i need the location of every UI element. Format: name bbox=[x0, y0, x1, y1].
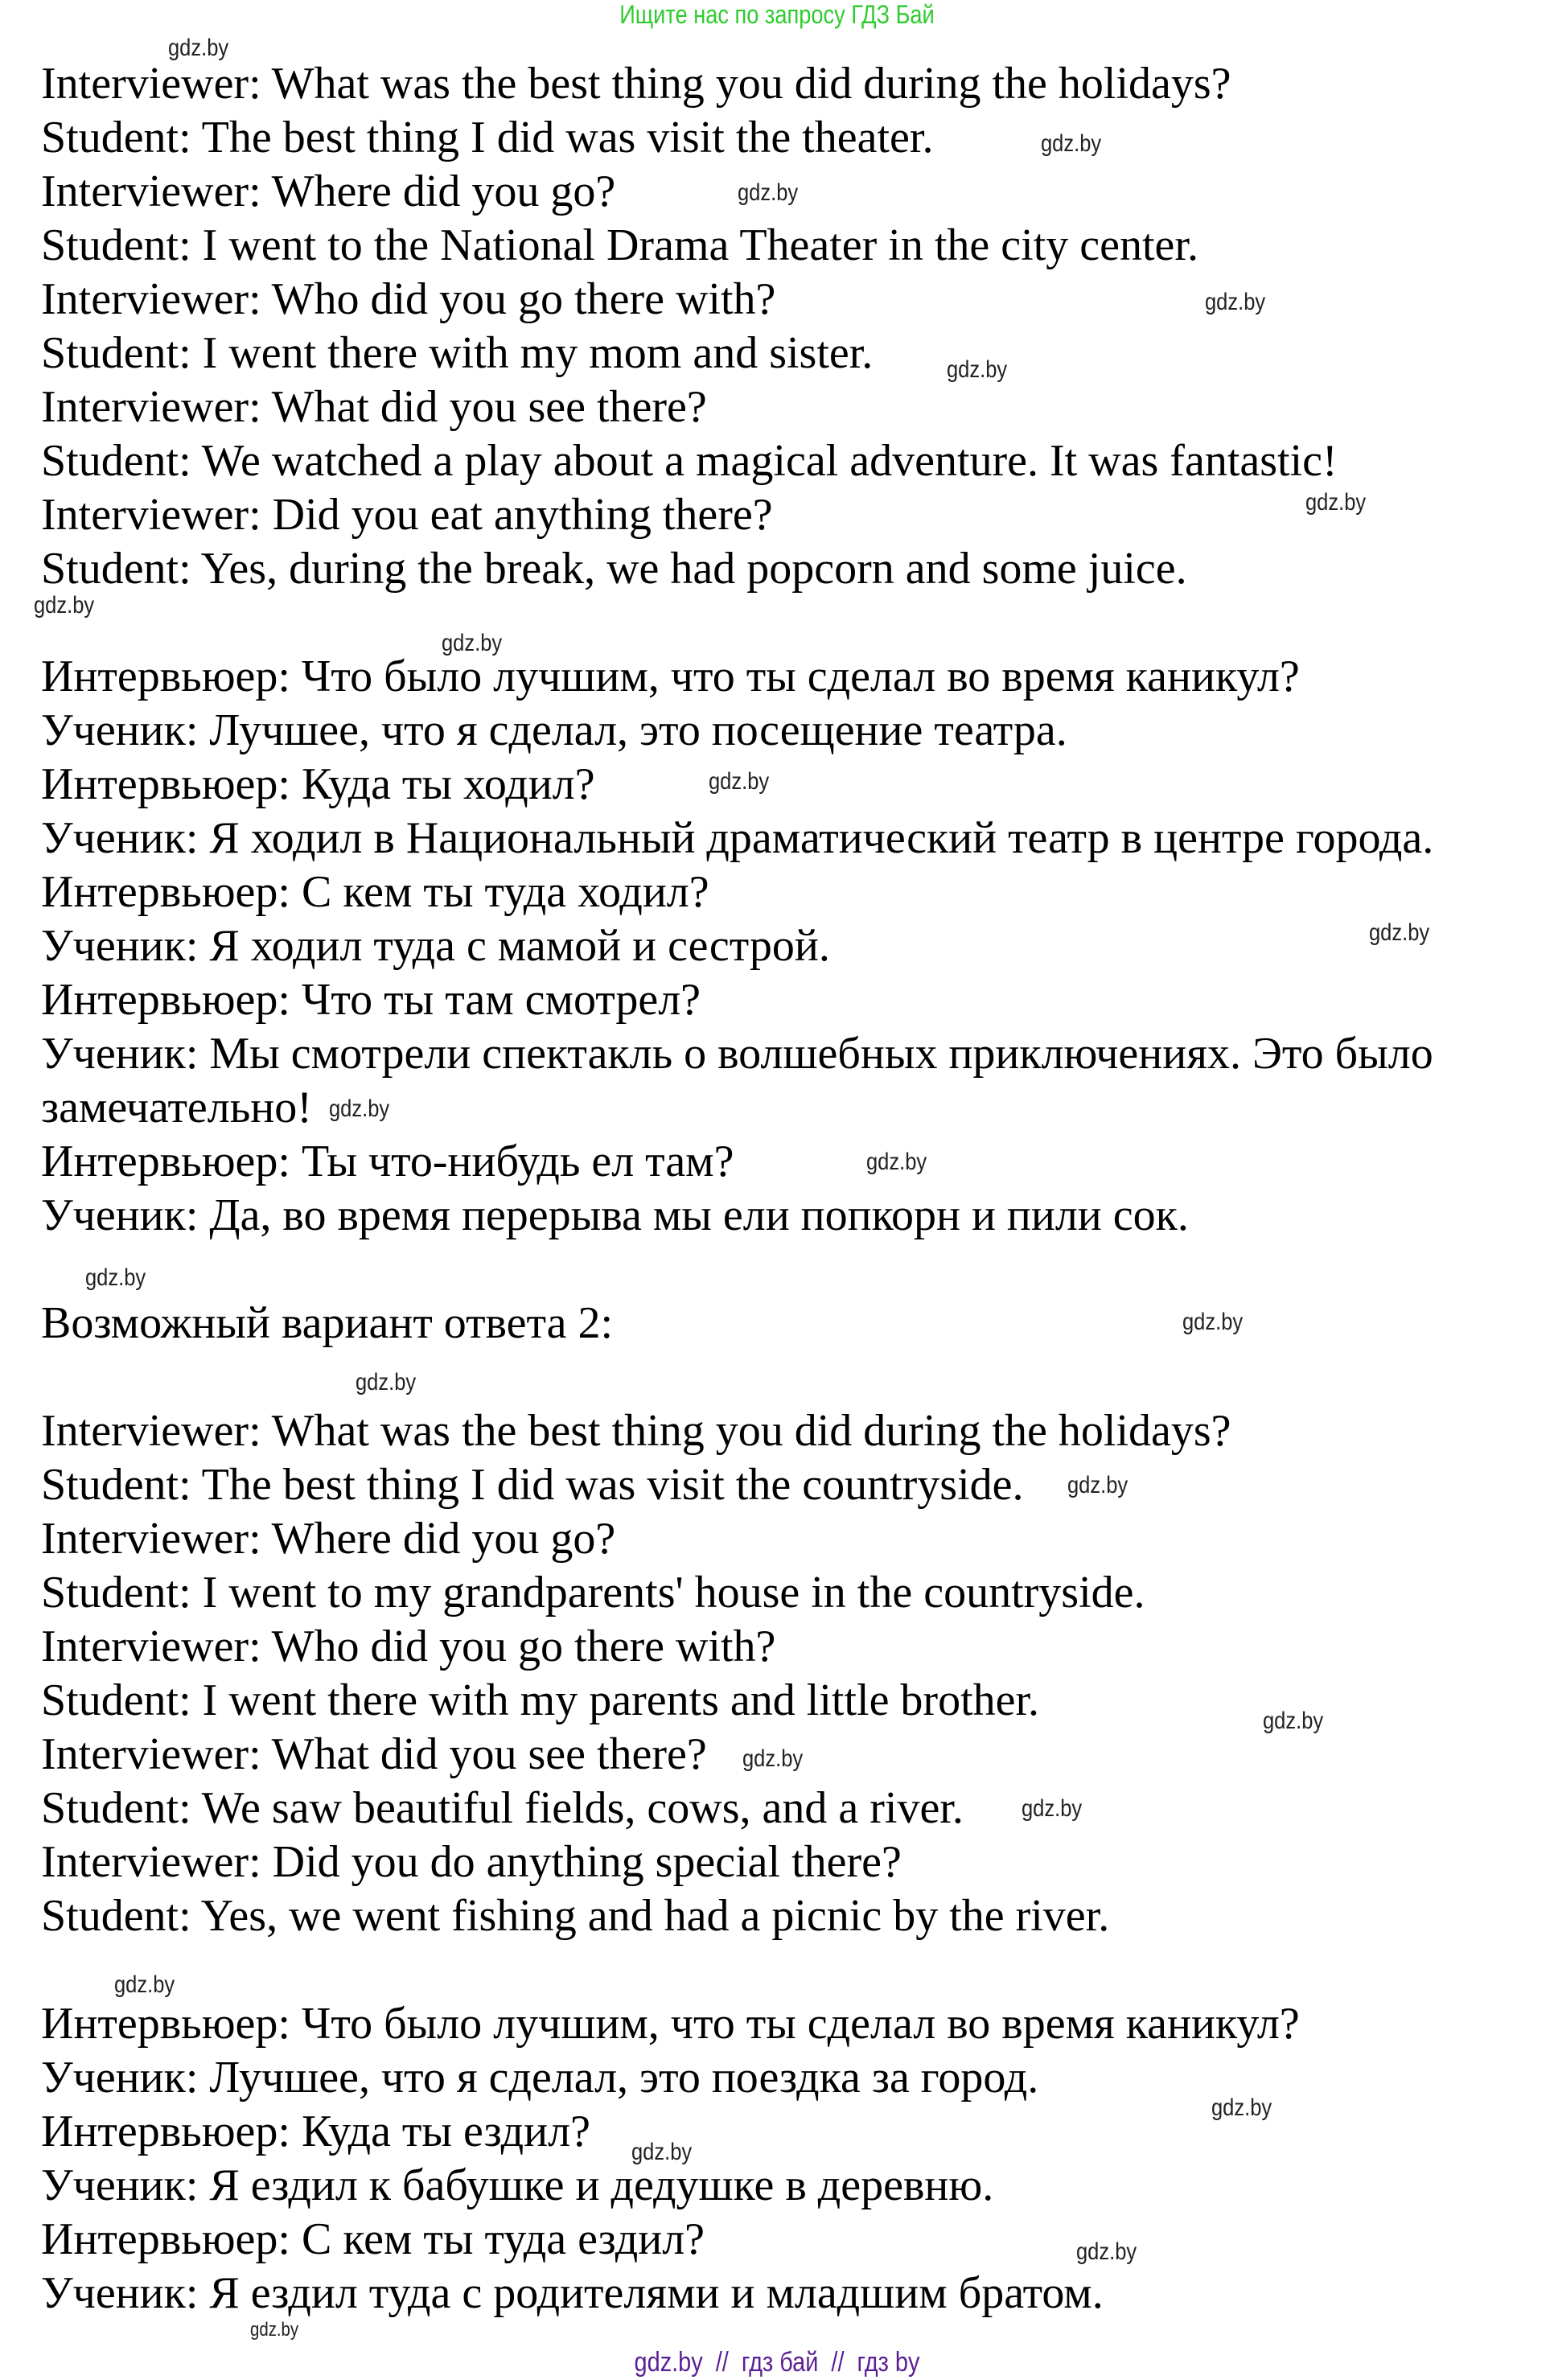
text-line: Интервьюер: Куда ты ездил? bbox=[41, 2107, 590, 2156]
text-line: Возможный вариант ответа 2: bbox=[41, 1298, 614, 1348]
text-line: Ученик: Я ходил туда с мамой и сестрой. bbox=[41, 921, 830, 971]
watermark: gdz.by bbox=[742, 1745, 804, 1772]
text-line: Interviewer: What did you see there? bbox=[41, 1729, 707, 1779]
watermark: gdz.by bbox=[329, 1095, 390, 1122]
watermark: gdz.by bbox=[1263, 1708, 1324, 1734]
text-line: Ученик: Я ездил туда с родителями и младшим братом. bbox=[41, 2268, 1104, 2318]
text-line: Interviewer: Who did you go there with? bbox=[41, 1622, 776, 1671]
text-line: Student: We saw beautiful fields, cows, and a river. bbox=[41, 1783, 964, 1833]
text-line: Интервьюер: Что было лучшим, что ты сделал во время каникул? bbox=[41, 1999, 1300, 2049]
watermark: gdz.by bbox=[738, 179, 799, 206]
watermark: gdz.by bbox=[442, 630, 503, 656]
watermark: gdz.by bbox=[168, 35, 229, 61]
blank-line bbox=[41, 1350, 1433, 1404]
watermark: gdz.by bbox=[85, 1264, 146, 1291]
text-line: Student: I went there with my mom and sister. bbox=[41, 328, 874, 378]
watermark: gdz.by bbox=[1211, 2094, 1272, 2121]
text-line: Student: We watched a play about a magical adventure. It was fantastic! bbox=[41, 436, 1338, 486]
text-line: Student: I went to the National Drama Theater in the city center. bbox=[41, 220, 1198, 270]
watermark: gdz.by bbox=[34, 592, 95, 619]
blank-line bbox=[41, 596, 1433, 650]
text-line: Ученик: Лучшее, что я сделал, это посещение театра. bbox=[41, 705, 1067, 755]
text-line: Интервьюер: С кем ты туда ходил? bbox=[41, 867, 709, 917]
text-line: Интервьюер: С кем ты туда ездил? bbox=[41, 2214, 705, 2264]
watermark: gdz.by bbox=[1041, 130, 1102, 157]
text-line: Interviewer: Who did you go there with? bbox=[41, 274, 776, 324]
watermark: gdz.by bbox=[1182, 1309, 1244, 1335]
blank-line bbox=[41, 1943, 1433, 1997]
search-hint-banner: Ищите нас по запросу ГДЗ Бай bbox=[619, 0, 935, 29]
text-line: Student: Yes, during the break, we had popcorn and some juice. bbox=[41, 544, 1187, 594]
text-line: Student: The best thing I did was visit the theater. bbox=[41, 113, 934, 162]
text-line: Student: I went there with my parents and little brother. bbox=[41, 1675, 1040, 1725]
text-line: Interviewer: What was the best thing you did during the holidays? bbox=[41, 1406, 1231, 1456]
text-line: Ученик: Мы смотрели спектакль о волшебных приключениях. Это было bbox=[41, 1029, 1433, 1079]
text-line: Student: I went to my grandparents' house in the countryside. bbox=[41, 1568, 1145, 1617]
watermark: gdz.by bbox=[709, 768, 770, 795]
dialogue-text bbox=[41, 57, 1433, 2320]
text-line: Student: The best thing I did was visit the countryside. bbox=[41, 1460, 1024, 1510]
text-line: Interviewer: What did you see there? bbox=[41, 382, 707, 432]
watermark: gdz.by bbox=[947, 356, 1008, 383]
watermark: gdz.by bbox=[631, 2139, 693, 2165]
text-line: Интервьюер: Куда ты ходил? bbox=[41, 759, 595, 809]
watermark: gdz.by bbox=[114, 1971, 175, 1998]
watermark: gdz.by bbox=[1067, 1472, 1128, 1498]
watermark: gdz.by bbox=[1205, 289, 1266, 315]
text-line: Ученик: Лучшее, что я сделал, это поездка за город. bbox=[41, 2053, 1039, 2103]
text-line: Interviewer: Where did you go? bbox=[41, 1514, 616, 1564]
watermark: gdz.by bbox=[1076, 2238, 1137, 2265]
text-line: Interviewer: What was the best thing you did during the holidays? bbox=[41, 59, 1231, 109]
blank-line bbox=[41, 1243, 1433, 1297]
text-line: Interviewer: Did you do anything special there? bbox=[41, 1837, 902, 1887]
footer-watermark: gdz.by // гдз бай // гдз by bbox=[634, 2347, 920, 2378]
text-line: Ученик: Я ходил в Национальный драматический театр в центре города. bbox=[41, 813, 1434, 863]
watermark: gdz.by bbox=[1305, 489, 1367, 516]
text-line: Student: Yes, we went fishing and had a picnic by the river. bbox=[41, 1891, 1110, 1941]
text-line: замечательно! bbox=[41, 1083, 312, 1132]
text-line: Interviewer: Where did you go? bbox=[41, 166, 616, 216]
text-line: Интервьюер: Что было лучшим, что ты сделал во время каникул? bbox=[41, 652, 1300, 701]
watermark: gdz.by bbox=[1369, 919, 1430, 946]
watermark: gdz.by bbox=[1022, 1795, 1083, 1822]
text-line: Interviewer: Did you eat anything there? bbox=[41, 490, 773, 540]
watermark: gdz.by bbox=[250, 2319, 299, 2341]
text-line: Интервьюер: Что ты там смотрел? bbox=[41, 975, 701, 1025]
text-line: Ученик: Я ездил к бабушке и дедушке в деревню. bbox=[41, 2160, 994, 2210]
watermark: gdz.by bbox=[866, 1149, 927, 1175]
text-line: Интервьюер: Ты что-нибудь ел там? bbox=[41, 1137, 734, 1186]
watermark: gdz.by bbox=[356, 1369, 417, 1396]
text-line: Ученик: Да, во время перерыва мы ели попкорн и пили сок. bbox=[41, 1190, 1189, 1240]
